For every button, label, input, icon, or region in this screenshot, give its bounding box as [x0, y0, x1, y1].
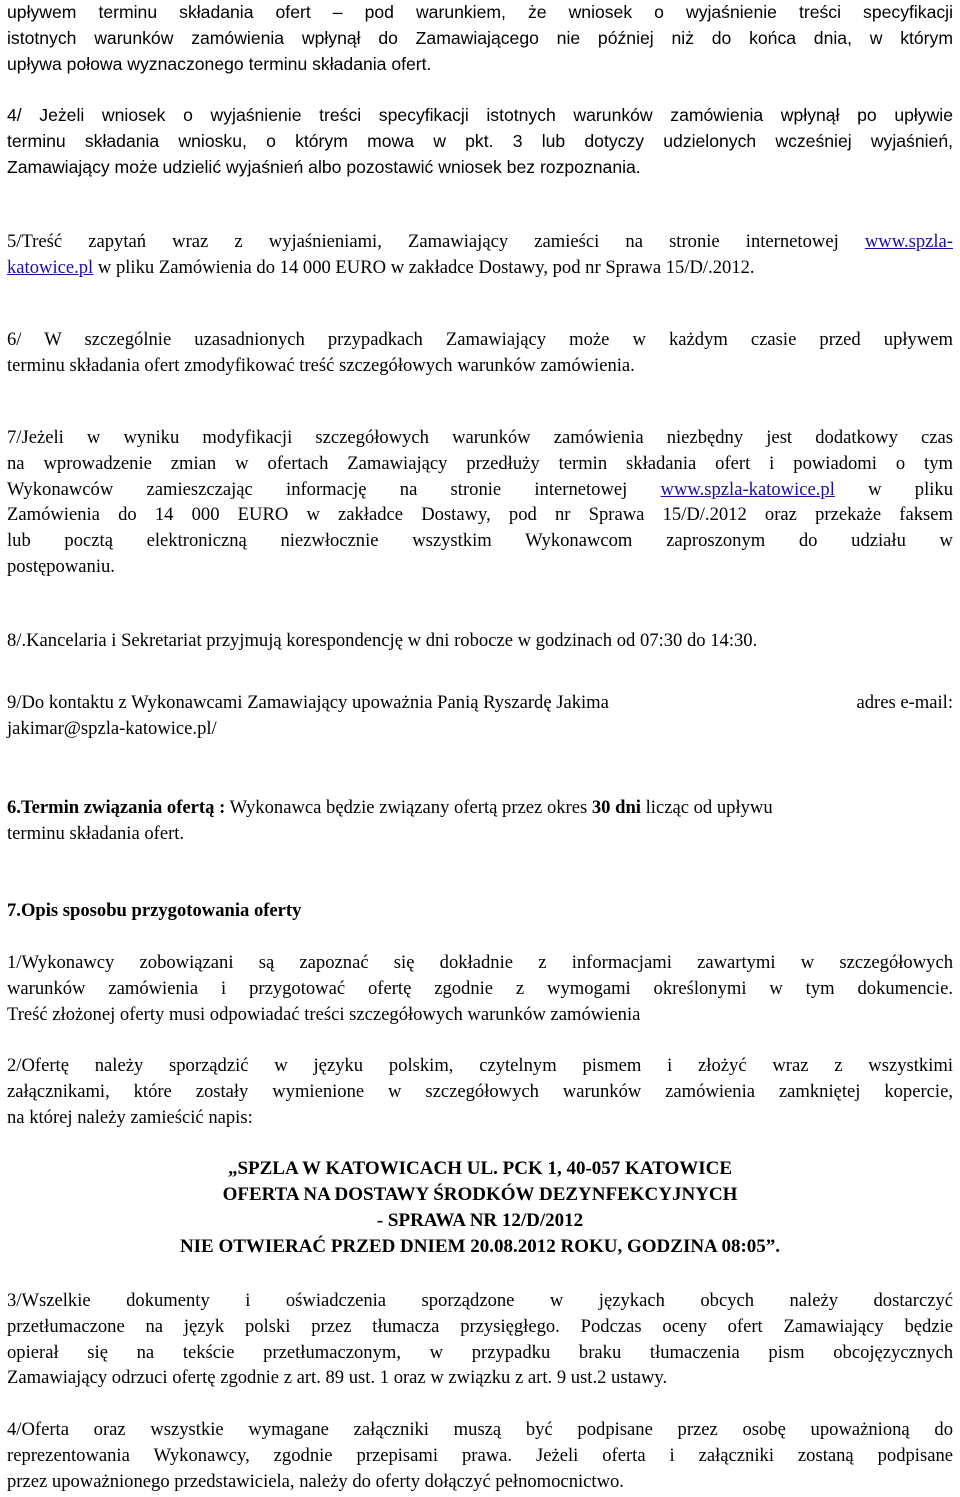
paragraph-5: 5/Treść zapytań wraz z wyjaśnieniami, Zamawiający zamieści na stronie internetowej www.spzla- katowice.pl w pliku Zamówienia do 14 000 EURO w zakładce Dostawy, pod nr Sprawa 15/D/.2012.: [7, 231, 953, 278]
paragraph-8: 8/.Kancelaria i Sekretariat przyjmują korespondencję w dni robocze w godzinach od 07:30 do 14:30.: [7, 630, 758, 651]
section-7-paragraph-2: 2/Ofertę należy sporządzić w języku polskim, czytelnym pismem i złożyć wraz z wszystkimi załącznikami, które zostały wymienione w szczegółowych warunków zamówienia zamkniętej kopercie, na której należy zamieścić napis:: [7, 1055, 953, 1128]
section-7-title: 7.Opis sposobu przygotowania oferty: [7, 900, 302, 921]
website-link-part1[interactable]: www.spzla-: [864, 231, 953, 252]
section-7-paragraph-1: 1/Wykonawcy zobowiązani są zapoznać się dokładnie z informacjami zawartymi w szczegółowych warunków zamówienia i przygotować ofertę zgodnie z wymogami określonymi w tym dokumencie. Treść złożonej oferty musi odpowiadać treści szczegółowych warunków zamówienia: [7, 952, 953, 1025]
paragraph-continuation: upływem terminu składania ofert – pod warunkiem, że wniosek o wyjaśnienie treści specyfikacji istotnych warunków zamówienia wpłynął do Zamawiającego nie później niż do końca dnia, w którym upływa połowa wyznaczonego terminu składania ofert.: [7, 2, 953, 74]
paragraph-9: 9/Do kontaktu z Wykonawcami Zamawiający upoważnia Panią Ryszardę Jakima adres e-mail: jakimar@spzla-katowice.pl/: [7, 690, 953, 742]
section-6-title: 6.Termin związania ofertą :: [7, 797, 226, 818]
paragraph-7: 7/Jeżeli w wyniku modyfikacji szczegółowych warunków zamówienia niezbędny jest dodatkowy czas na wprowadzenie zmian w ofertach Zamawiający przedłuży termin składania ofert i powiadomi o tym Wykonawców zamieszczając informację na stronie internetowej www.spzla-katowice.pl w pliku Zamówienia do 14 000 EURO w zakładce Dostawy, pod nr Sprawa 15/D/.2012 oraz przekaże faksem lub pocztą elektroniczną niezwłocznie wszystkim Wykonawcom zaproszonym do udziału w postępowaniu.: [7, 427, 953, 577]
paragraph-4: 4/ Jeżeli wniosek o wyjaśnienie treści specyfikacji istotnych warunków zamówienia wpłynął po upływie terminu składania wniosku, o którym mowa w pkt. 3 lub dotyczy udzielonych wcześniej wyjaśnień, Zamawiający może udzielić wyjaśnień albo pozostawić wniosek bez rozpoznania.: [7, 105, 953, 177]
section-6: 6.Termin związania ofertą : Wykonawca będzie związany ofertą przez okres 30 dni licząc od upływu terminu składania ofert.: [7, 797, 773, 844]
contact-email: jakimar@spzla-katowice.pl/: [7, 717, 217, 739]
paragraph-6: 6/ W szczególnie uzasadnionych przypadkach Zamawiający może w każdym czasie przed upływem terminu składania ofert zmodyfikować treść szczegółowych warunków zamówienia.: [7, 329, 953, 376]
website-link[interactable]: www.spzla-katowice.pl: [660, 478, 835, 500]
section-7-paragraph-4: 4/Oferta oraz wszystkie wymagane załączniki muszą być podpisane przez osobę upoważnioną do reprezentowania Wykonawcy, zgodnie przepisami prawa. Jeżeli oferta i załączniki zostaną podpisane przez upoważnionego przedstawiciela, należy do oferty dołączyć pełnomocnictwo.: [7, 1419, 953, 1492]
section-7-paragraph-3: 3/Wszelkie dokumenty i oświadczenia sporządzone w językach obcych należy dostarczyć przetłumaczone na język polski przez tłumacza przysięgłego. Podczas oceny ofert Zamawiający będzie opierał się na tekście przetłumaczonym, w przypadku braku tłumaczenia pism obcojęzycznych Zamawiający odrzuci ofertę zgodnie z art. 89 ust. 1 oraz w związku z art. 9 ust.2 ustawy.: [7, 1290, 953, 1389]
website-link-part2[interactable]: katowice.pl: [7, 256, 94, 278]
envelope-label: „SPZLA W KATOWICACH UL. PCK 1, 40-057 KATOWICE OFERTA NA DOSTAWY ŚRODKÓW DEZYNFEKCYJNYCH - SPRAWA NR 12/D/2012 NIE OTWIERAĆ PRZED DNIEM 20.08.2012 ROKU, GODZINA 08:05”.: [179, 1158, 781, 1257]
